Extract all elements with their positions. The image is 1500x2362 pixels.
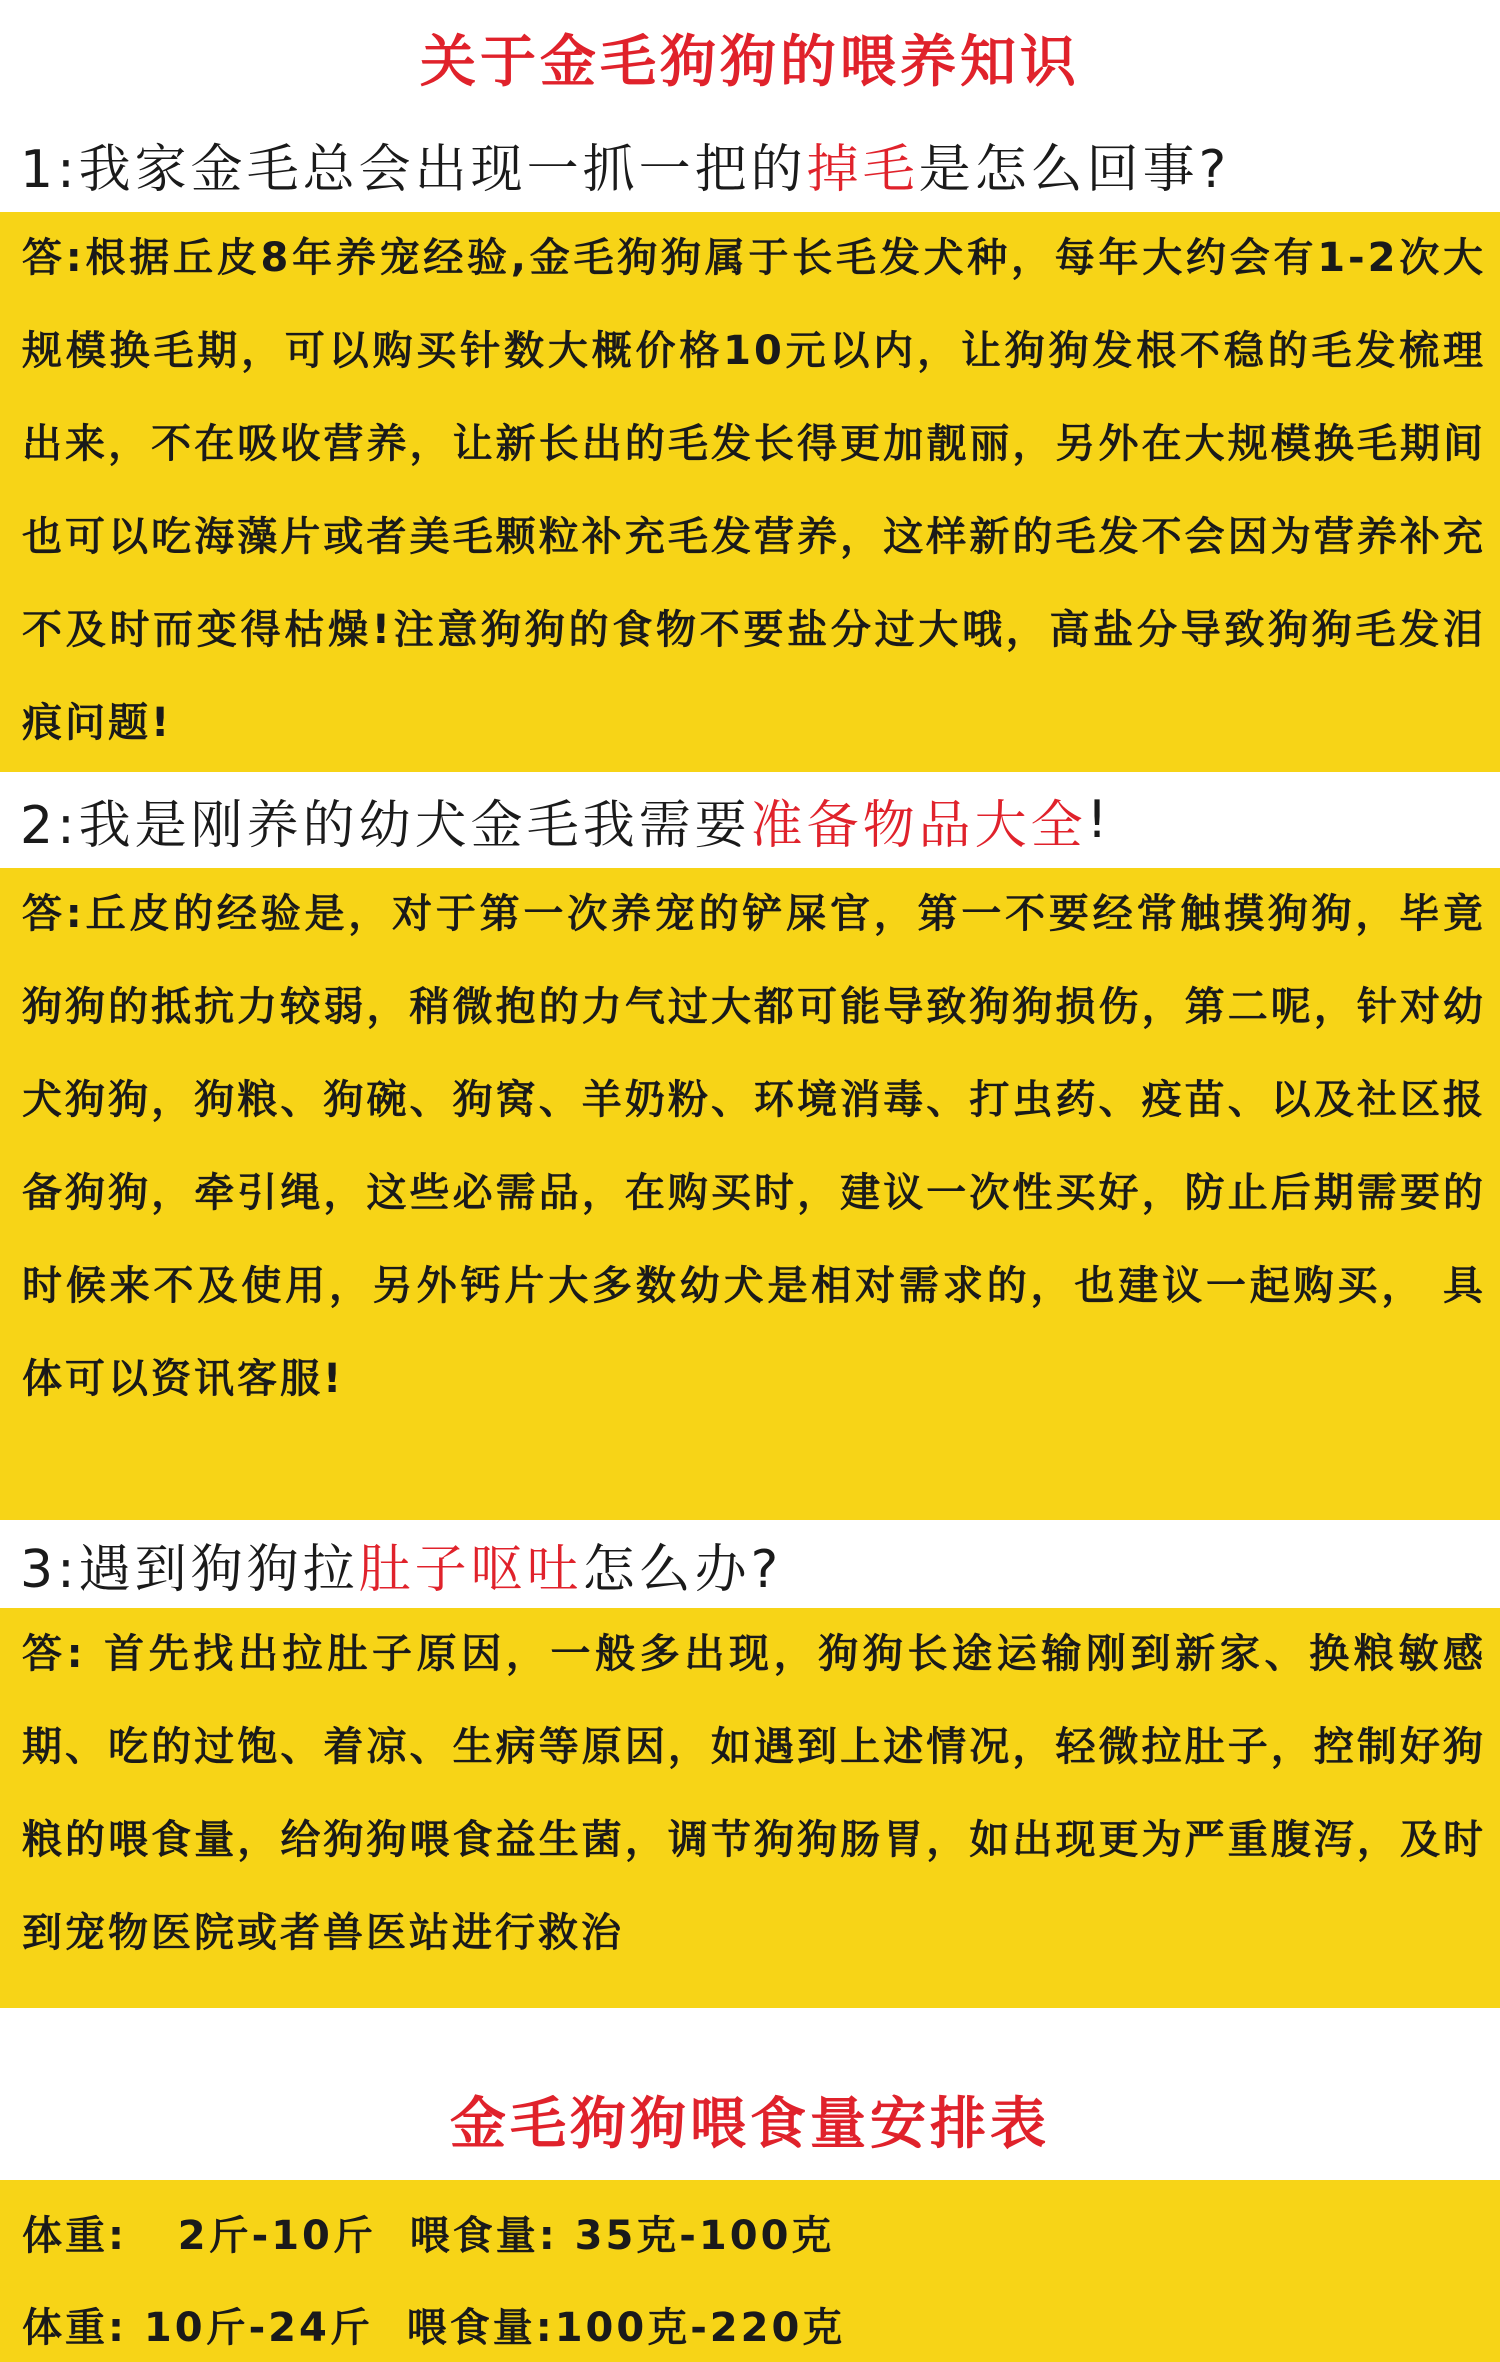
section-divider [0,2008,1500,2060]
question-1-highlight: 掉毛 [806,139,919,200]
question-2-prefix: 2:我是刚养的幼犬金毛我需要 [20,795,751,856]
feeding-table [0,2180,1500,2362]
feeding-row-2: 体重: 10斤-24斤 喂食量:100克-220克 [22,2305,846,2351]
question-3-prefix: 3:遇到狗狗拉 [20,1539,359,1600]
question-2 [0,772,1500,868]
question-3-suffix: 怎么办? [582,1539,783,1600]
question-1-prefix: 1:我家金毛总会出现一抓一把的 [20,139,807,200]
question-1 [0,116,1500,212]
question-1-suffix: 是怎么回事? [918,139,1231,200]
question-3-highlight: 肚子呕吐 [358,1539,583,1600]
question-2-highlight: 准备物品大全 [750,795,1087,856]
answer-1: 答:根据丘皮8年养宠经验,金毛狗狗属于长毛发犬种，每年大约会有1-2次大规模换毛期，可以购买针数大概价格10元以内，让狗狗发根不稳的毛发梳理出来，不在吸收营养，让新长出的毛发长得更加靓丽，另外在大规模换毛期间也可以吃海藻片或者美毛颗粒补充毛发营养，这样新的毛发不会因为营养补充不及时而变得枯燥!注意狗狗的食物不要盐分过大哦，高盐分导致狗狗毛发泪痕问题! [0,212,1500,772]
question-2-suffix: ! [1086,790,1112,850]
page-title: 关于金毛狗狗的喂养知识 [420,30,1080,95]
answer-2: 答:丘皮的经验是，对于第一次养宠的铲屎官，第一不要经常触摸狗狗，毕竟狗狗的抵抗力较弱，稍微抱的力气过大都可能导致狗狗损伤，第二呢，针对幼犬狗狗，狗粮、狗碗、狗窝、羊奶粉、环境消毒、打虫药、疫苗、以及社区报备狗狗，牵引绳，这些必需品，在购买时，建议一次性买好，防止后期需要的时候来不及使用，另外钙片大多数幼犬是相对需求的，也建议一起购买， 具体可以资讯客服! [0,868,1500,1520]
feeding-table-title: 金毛狗狗喂食量安排表 [450,2092,1050,2157]
question-3 [0,1520,1500,1608]
feeding-row-1: 体重: 2斤-10斤 喂食量: 35克-100克 [22,2213,835,2259]
answer-3: 答: 首先找出拉肚子原因，一般多出现，狗狗长途运输刚到新家、换粮敏感期、吃的过饱、着凉、生病等原因，如遇到上述情况，轻微拉肚子，控制好狗粮的喂食量，给狗狗喂食益生菌，调节狗狗肠胃，如出现更为严重腹泻，及时到宠物医院或者兽医站进行救治 [0,1608,1500,2008]
